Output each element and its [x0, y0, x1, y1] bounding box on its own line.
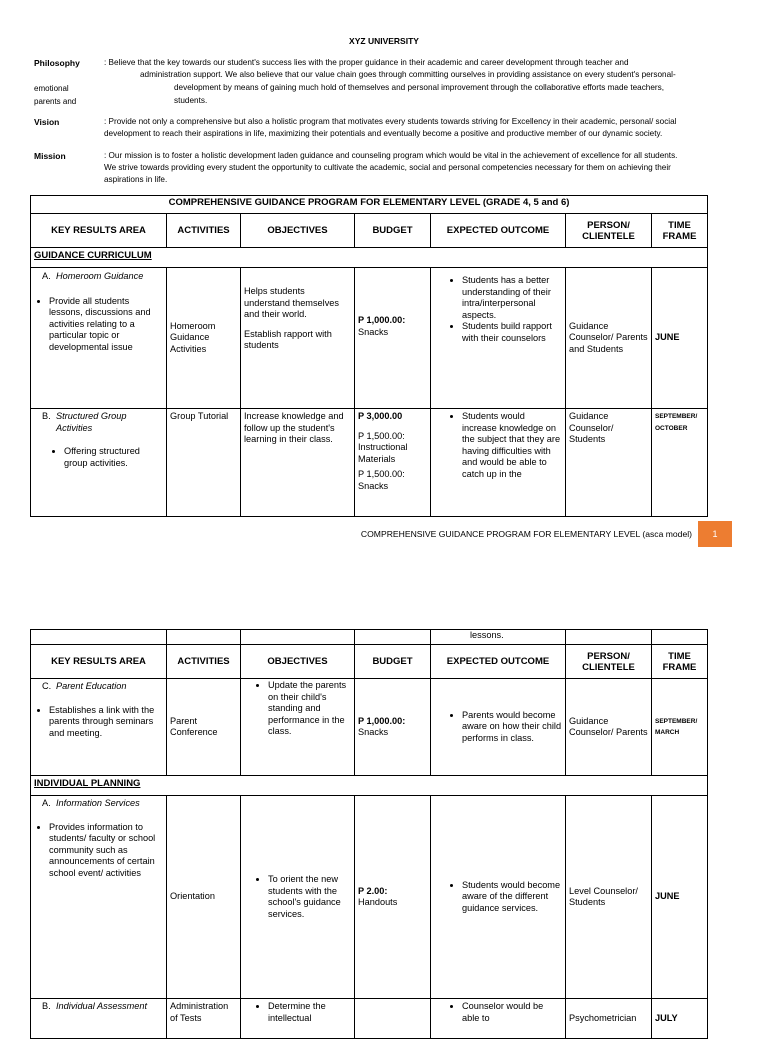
kra-cell	[31, 796, 167, 999]
time-cell: JULY	[652, 999, 708, 1039]
header-expected-outcome: EXPECTED OUTCOME	[431, 214, 566, 248]
table-row	[31, 409, 708, 517]
activities-cell: Administration of Tests	[167, 999, 241, 1039]
kra-bullet: • Establishes a link with the parents through seminars and meeting.	[49, 705, 163, 740]
kra-heading: C. Parent Education	[42, 681, 127, 691]
budget-cell: P 2.00: Handouts	[355, 796, 431, 999]
objectives-cell	[241, 796, 355, 999]
table-row	[31, 679, 708, 776]
mission-label: Mission	[34, 151, 66, 161]
philosophy-line-2: administration support. We also believe that our value chain goes through committing ourselves in providing assistance on every student's personal-	[140, 70, 676, 79]
section-title: INDIVIDUAL PLANNING	[34, 778, 141, 789]
philosophy-left-2: parents and	[34, 97, 77, 106]
person-cell: Guidance Counselor/ Parents	[566, 679, 652, 776]
outcome-bullet: • Parents would become aware on how their child performs in class.	[462, 710, 562, 745]
header-activities: ACTIVITIES	[167, 214, 241, 248]
outcome-bullet: • Students build rapport with their counselors	[462, 321, 562, 344]
vision-line-1: : Provide not only a comprehensive but also a holistic program that motivates every students towards striving for Excellency in their academic, personal/ social	[104, 117, 677, 126]
philosophy-line-1: : Believe that the key towards our student's success lies with the proper guidance in their academic and career development through teacher and	[104, 58, 629, 67]
objective-bullet: • Update the parents on their child's standing and performance in the class.	[268, 680, 351, 738]
budget-cell: P 1,000.00: Snacks	[355, 679, 431, 776]
section-row-individual-planning	[31, 776, 708, 796]
budget-cell: P 3,000.00 P 1,500.00: Instructional Materials P 1,500.00: Snacks	[355, 409, 431, 517]
header-activities: ACTIVITIES	[167, 645, 241, 679]
mission-line-1: : Our mission is to foster a holistic development laden guidance and counseling program which would be vital in the achievement of excellence for all students.	[104, 151, 678, 160]
header-person-clientele: PERSON/ CLIENTELE	[566, 645, 652, 679]
person-cell: Psychometrician	[566, 999, 652, 1039]
kra-bullet: • Offering structured group activities.	[64, 446, 163, 469]
budget-cell: P 1,000.00: Snacks	[355, 268, 431, 409]
outcome-bullet: • Students would increase knowledge on the subject that they are having difficulties with and would be able to catch up in the	[462, 411, 562, 480]
person-cell: Guidance Counselor/ Students	[566, 409, 652, 517]
kra-bullet: • Provides information to students/ faculty or school community such as announcements of certain school event/ activities	[49, 822, 163, 880]
objectives-cell	[241, 679, 355, 776]
objectives-cell: Increase knowledge and follow up the student's learning in their class.	[241, 409, 355, 517]
header-objectives: OBJECTIVES	[241, 214, 355, 248]
header-key-results-area: KEY RESULTS AREA	[31, 214, 167, 248]
outcome-cell	[431, 409, 566, 517]
page-footer	[0, 521, 768, 547]
budget-cell	[355, 999, 431, 1039]
kra-cell	[31, 409, 167, 517]
mission-line-3: aspirations in life.	[104, 175, 168, 184]
time-cell: JUNE	[652, 268, 708, 409]
table-row	[31, 268, 708, 409]
philosophy-line-3: development by means of gaining much hold of themselves and personal improvement through the collaborative efforts made teachers,	[174, 83, 665, 92]
kra-heading: B. Individual Assessment	[42, 1001, 148, 1011]
time-cell: SEPTEMBER/ MARCH	[652, 679, 708, 776]
outcome-cell	[431, 999, 566, 1039]
philosophy-line-4: students.	[174, 96, 208, 105]
outcome-continued: lessons.	[470, 630, 504, 640]
outcome-bullet: • Counselor would be able to	[462, 1001, 562, 1024]
time-cell: SEPTEMBER/ OCTOBER	[652, 409, 708, 517]
philosophy-label: Philosophy	[34, 58, 80, 68]
page-number-badge: 1	[698, 521, 732, 547]
mission-line-2: We strive towards providing every student the opportunity to cultivate the academic, social and personal competencies necessary for them on achieving their	[104, 163, 671, 172]
header-budget: BUDGET	[355, 214, 431, 248]
philosophy-left-1: emotional	[34, 84, 69, 93]
objectives-cell: Helps students understand themselves and their world. Establish rapport with students	[241, 268, 355, 409]
outcome-cell	[431, 268, 566, 409]
header-time-frame: TIME FRAME	[652, 645, 708, 679]
header-time-frame: TIME FRAME	[652, 214, 708, 248]
header-budget: BUDGET	[355, 645, 431, 679]
guidance-program-table-page-1	[30, 195, 708, 517]
header-person-clientele: PERSON/ CLIENTELE	[566, 214, 652, 248]
footer-text: COMPREHENSIVE GUIDANCE PROGRAM FOR ELEMENTARY LEVEL (asca model)	[360, 529, 692, 539]
activities-cell: Orientation	[167, 796, 241, 999]
section-row-guidance-curriculum	[31, 248, 708, 268]
kra-cell	[31, 268, 167, 409]
kra-heading: A. Homeroom Guidance	[42, 271, 144, 281]
table-row	[31, 796, 708, 999]
outcome-cell	[431, 796, 566, 999]
person-cell: Guidance Counselor/ Parents and Students	[566, 268, 652, 409]
header-key-results-area: KEY RESULTS AREA	[31, 645, 167, 679]
activities-cell: Parent Conference	[167, 679, 241, 776]
outcome-bullet: • Students would become aware of the different guidance services.	[462, 880, 562, 915]
vision-line-2: development to reach their aspirations in life, maximizing their potentials and eventually become a positive and productive member of our dynamic society.	[104, 129, 663, 138]
table-row	[31, 999, 708, 1039]
table-row-continued	[31, 630, 708, 645]
header-expected-outcome: EXPECTED OUTCOME	[431, 645, 566, 679]
objective-bullet: • To orient the new students with the school's guidance services.	[268, 874, 351, 920]
header-objectives: OBJECTIVES	[241, 645, 355, 679]
outcome-bullet: • Students has a better understanding of their intra/interpersonal aspects.	[462, 275, 562, 321]
outcome-cell	[431, 679, 566, 776]
kra-heading: A. Information Services	[42, 798, 140, 808]
objectives-cell	[241, 999, 355, 1039]
activities-cell: Group Tutorial	[167, 409, 241, 517]
person-cell: Level Counselor/ Students	[566, 796, 652, 999]
guidance-program-table-page-2	[30, 629, 708, 1039]
objective-bullet: • Determine the intellectual	[268, 1001, 351, 1024]
section-title: GUIDANCE CURRICULUM	[34, 250, 152, 261]
table-caption: COMPREHENSIVE GUIDANCE PROGRAM FOR ELEMENTARY LEVEL (GRADE 4, 5 and 6)	[31, 196, 708, 214]
university-title: XYZ UNIVERSITY	[349, 36, 419, 46]
vision-label: Vision	[34, 117, 60, 127]
kra-heading: B. Structured Group Activities	[42, 411, 127, 433]
activities-cell: Homeroom Guidance Activities	[167, 268, 241, 409]
kra-bullet: • Provide all students lessons, discussions and activities relating to a particular topic or developmental issue	[49, 296, 163, 354]
time-cell: JUNE	[652, 796, 708, 999]
kra-cell	[31, 999, 167, 1039]
kra-cell	[31, 679, 167, 776]
